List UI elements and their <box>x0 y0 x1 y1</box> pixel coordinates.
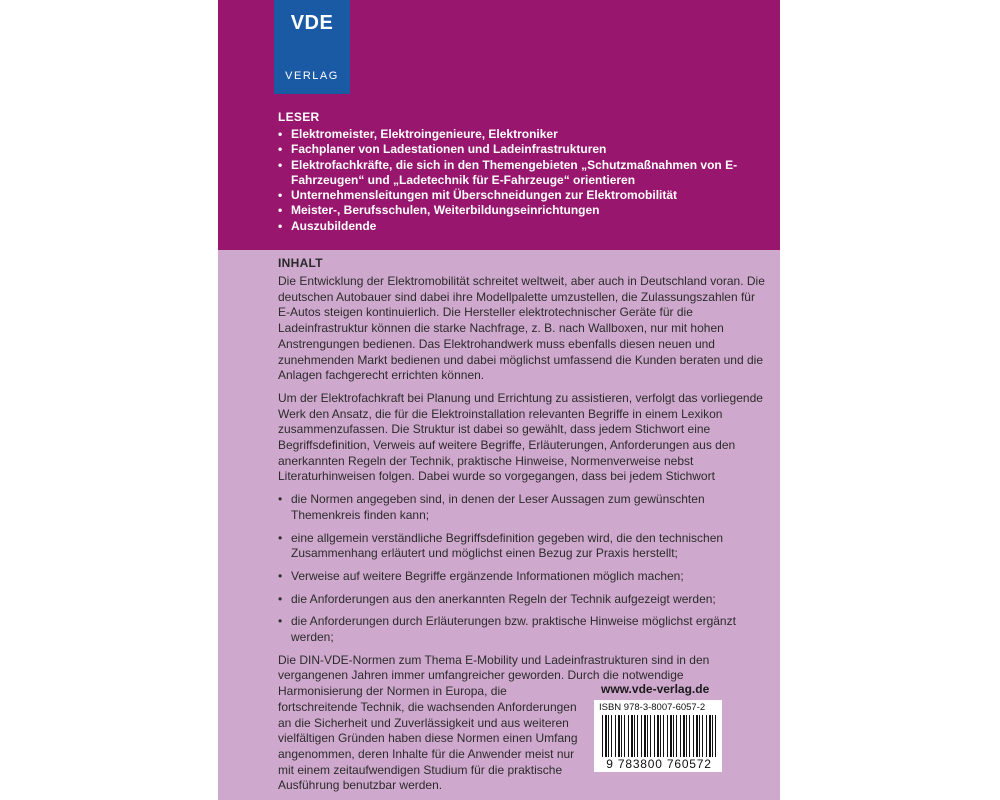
inhalt-bullet-list <box>278 492 768 646</box>
inhalt-paragraph-3-start: Die DIN-VDE-Normen zum Thema E-Mobility und Ladeinfrastrukturen sind in den vergangenen Jahren immer umfangreicher geworden. Durch die notwendige <box>278 652 710 683</box>
leser-item: • Elektrofachkräfte, die sich in den Themengebieten „Schutzmaßnahmen von E-Fahrzeugen“ und „Ladetechnik für E-Fahrzeuge“ orientieren <box>278 158 758 189</box>
inhalt-paragraph-1: Die Entwicklung der Elektromobilität schreitet weltweit, aber auch in Deutschland voran. Die deutschen Autobauer sind dabei ihre Modellpalette umzustellen, die Zulassungszahlen für E-Autos steigen kontinuierlich. Die Hersteller elektrotechnischer Geräte für die Ladeinfrastruktur können die starke Nachfrage, z. B. nach Wallboxen, nur mit hohen Anstrengungen bedienen. Das Elektrohandwerk muss ebenfalls diesen neuen und zunehmenden Markt bedienen und dabei möglichst umfassend die Kunden beraten und die Anlagen fachgerecht errichten können. <box>278 274 765 383</box>
book-back-cover <box>218 0 780 800</box>
leser-item: • Elektromeister, Elektroingenieure, Elektroniker <box>278 127 758 142</box>
leser-item: • Meister-, Berufsschulen, Weiterbildungseinrichtungen <box>278 203 758 218</box>
inhalt-bullet: • eine allgemein verständliche Begriffsdefinition gegeben wird, die den technischen Zusammenhang erläutert und möglichst einen Bezug zur Praxis herstellt; <box>278 531 768 562</box>
vde-logo <box>274 0 350 94</box>
leser-item: • Auszubildende <box>278 219 758 234</box>
logo-verlag-text: VERLAG <box>285 70 339 82</box>
leser-item: • Unternehmensleitungen mit Überschneidungen zur Elektromobilität <box>278 188 758 203</box>
isbn-barcode <box>594 700 722 772</box>
inhalt-bullet: • die Normen angegeben sind, in denen der Leser Aussagen zum gewünschten Themenkreis finden kann; <box>278 492 768 523</box>
isbn-label: ISBN 978-3-8007-6057-2 <box>599 702 706 713</box>
inhalt-paragraph-3-end: Harmonisierung der Normen in Europa, die fortschreitende Technik, die wachsenden Anforderungen an die Sicherheit und Zuverlässigkeit und aus weiteren vielfältigen Gründen haben diese Normen einen Umfang angenommen, deren Inhalte für die Anwender meist nur mit einem zeitaufwendigen Studium für die praktische Ausführung benutzbar werden. <box>278 684 578 793</box>
leser-heading: LESER <box>278 110 320 124</box>
leser-item: • Fachplaner von Ladestationen und Ladeinfrastrukturen <box>278 142 758 157</box>
leser-list <box>278 127 758 234</box>
barcode-number: 9 783800 760572 <box>598 757 720 771</box>
publisher-website: www.vde-verlag.de <box>601 682 710 696</box>
inhalt-heading: INHALT <box>278 256 323 270</box>
inhalt-bullet: • Verweise auf weitere Begriffe ergänzende Informationen möglich machen; <box>278 569 768 585</box>
inhalt-bullet: • die Anforderungen aus den anerkannten Regeln der Technik aufgezeigt werden; <box>278 592 768 608</box>
inhalt-paragraph-2: Um der Elektrofachkraft bei Planung und Errichtung zu assistieren, verfolgt das vorliegende Werk den Ansatz, die für die Elektroinstallation relevanten Begriffe in einem Lexikon zusammenzufassen. Die Struktur ist dabei so gewählt, dass jedem Stichwort eine Begriffsdefinition, Verweis auf weitere Begriffe, Erläuterungen, Anforderungen aus den anerkannten Regeln der Technik, praktische Hinweise, Normenverweise nebst Literaturhinweisen folgen. Dabei wurde so vorgegangen, dass bei jedem Stichwort <box>278 390 763 484</box>
barcode-bars <box>602 715 716 759</box>
logo-vde-text: VDE <box>290 12 334 34</box>
inhalt-bullet: • die Anforderungen durch Erläuterungen bzw. praktische Hinweise möglichst ergänzt werden; <box>278 614 768 645</box>
top-band <box>218 0 780 250</box>
